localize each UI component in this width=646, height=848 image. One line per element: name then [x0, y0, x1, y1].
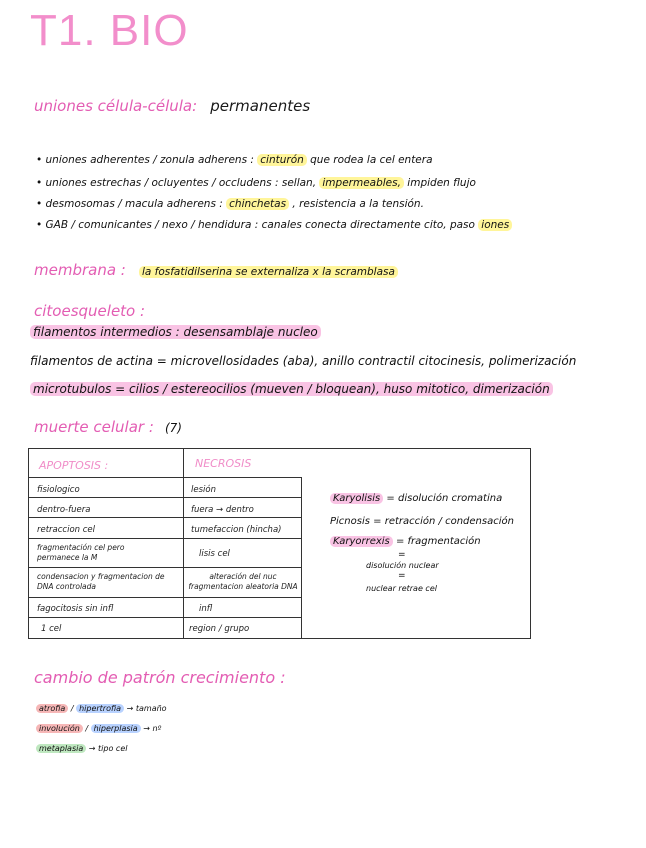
uniones-item-3: • desmosomas / macula adherens : chinchetas , resistencia a la tensión.	[36, 198, 424, 210]
item-highlight: chinchetas	[226, 198, 289, 210]
uniones-item-2: • uniones estrechas / ocluyentes / occludens : sellan, impermeables, impiden flujo	[36, 177, 476, 189]
item-term: uniones adherentes / zonula adherens :	[45, 154, 254, 166]
term-def: → tamaño	[126, 704, 167, 713]
cambio-heading: cambio de patrón crecimiento :	[34, 668, 286, 687]
side-note: disolución nuclear	[366, 561, 439, 570]
necrosis-cell: fuera → dentro	[191, 505, 254, 515]
membrana-row	[34, 260, 398, 279]
term-def: = disolución cromatina	[386, 493, 503, 504]
cambio-row-3	[36, 744, 127, 753]
apoptosis-cell: fisiologico	[37, 485, 80, 495]
citoesqueleto-heading: citoesqueleto :	[34, 302, 146, 320]
necrosis-header: NECROSIS	[195, 457, 252, 470]
item-desc: canales conecta directamente cito, paso	[261, 219, 475, 231]
term-def: = fragmentación	[395, 536, 481, 547]
uniones-subtitle: permanentes	[210, 97, 311, 115]
karyolisis-row	[330, 493, 502, 504]
membrana-heading: membrana :	[34, 261, 126, 279]
uniones-item-1: • uniones adherentes / zonula adherens : cinturón que rodea la cel entera	[36, 154, 433, 166]
necrosis-cell: region / grupo	[189, 624, 250, 634]
term: Karyorrexis	[330, 536, 393, 547]
term: hipertrofia	[76, 704, 124, 713]
divider	[301, 477, 302, 638]
cambio-row-1: atrofia / hipertrofia → tamaño	[36, 704, 167, 713]
item-term: GAB / comunicantes / nexo / hendidura :	[45, 219, 259, 231]
term: involución	[36, 724, 83, 733]
item-highlight: cinturón	[257, 154, 307, 166]
item-desc: , resistencia a la tensión.	[292, 198, 424, 210]
uniones-heading: uniones célula-célula:	[34, 97, 198, 115]
apoptosis-cell: fagocitosis sin infl	[37, 604, 114, 614]
apoptosis-cell: dentro-fuera	[37, 505, 91, 515]
divider	[29, 617, 301, 618]
line-text: microtubulos = cilios / estereocilios (mueven / bloquean), huso mitotico, dimerización	[30, 382, 553, 396]
apoptosis-header: APOPTOSIS :	[39, 459, 109, 472]
divider	[29, 538, 301, 539]
item-desc: que rodea la cel entera	[310, 154, 433, 166]
item-highlight: impermeables,	[319, 177, 404, 189]
equals-sign: =	[398, 571, 406, 581]
necrosis-cell: infl	[199, 604, 213, 614]
equals-sign: =	[398, 550, 406, 560]
page-title: T1. BIO	[30, 6, 189, 55]
uniones-item-4: • GAB / comunicantes / nexo / hendidura : canales conecta directamente cito, paso iones	[36, 219, 512, 231]
term: metaplasia	[36, 744, 86, 753]
item-desc: sellan,	[281, 177, 317, 189]
muerte-count: (7)	[164, 421, 182, 435]
term-def: → tipo cel	[88, 744, 128, 753]
divider	[29, 517, 301, 518]
cambio-row-2: involución / hiperplasia → nº	[36, 724, 161, 733]
uniones-heading-row	[34, 96, 310, 115]
necrosis-cell: lesión	[191, 485, 216, 495]
muerte-heading-row	[34, 417, 182, 436]
apoptosis-cell: fragmentación cel pero permanece la M	[37, 543, 125, 562]
item-term: desmosomas / macula adherens :	[45, 198, 223, 210]
citoesqueleto-line-1	[30, 325, 321, 339]
apoptosis-cell: 1 cel	[41, 624, 62, 634]
apoptosis-cell: retraccion cel	[37, 525, 96, 535]
divider	[29, 567, 301, 568]
necrosis-cell: lisis cel	[199, 549, 230, 559]
term-def: → nº	[143, 724, 162, 733]
divider	[29, 477, 301, 478]
term: Picnosis	[330, 516, 370, 527]
citoesqueleto-line-2: filamentos de actina = microvellosidades (aba), anillo contractil citocinesis, polimerización	[30, 354, 577, 368]
muerte-heading: muerte celular :	[34, 418, 154, 436]
item-highlight: iones	[478, 219, 512, 231]
term-def: = retracción / condensación	[373, 516, 514, 527]
citoesqueleto-line-3	[30, 382, 553, 396]
term: Karyolisis	[330, 493, 383, 504]
divider	[29, 597, 301, 598]
side-note: nuclear retrae cel	[366, 584, 437, 593]
karyorrexis-row	[330, 536, 481, 547]
item-desc: impiden flujo	[407, 177, 476, 189]
term: atrofia	[36, 704, 68, 713]
necrosis-cell: alteración del nuc fragmentacion aleatoria DNA	[188, 572, 298, 591]
divider	[29, 497, 301, 498]
picnosis-row	[330, 516, 514, 527]
membrana-text: la fosfatidilserina se externaliza x la scramblasa	[139, 266, 398, 278]
term: hiperplasia	[91, 724, 141, 733]
item-term: uniones estrechas / ocluyentes / occludens :	[45, 177, 279, 189]
apoptosis-cell: condensacion y fragmentacion de DNA controlada	[37, 572, 165, 591]
line-text: filamentos intermedios : desensamblaje nucleo	[30, 325, 321, 339]
necrosis-cell: tumefaccion (hincha)	[191, 525, 282, 535]
